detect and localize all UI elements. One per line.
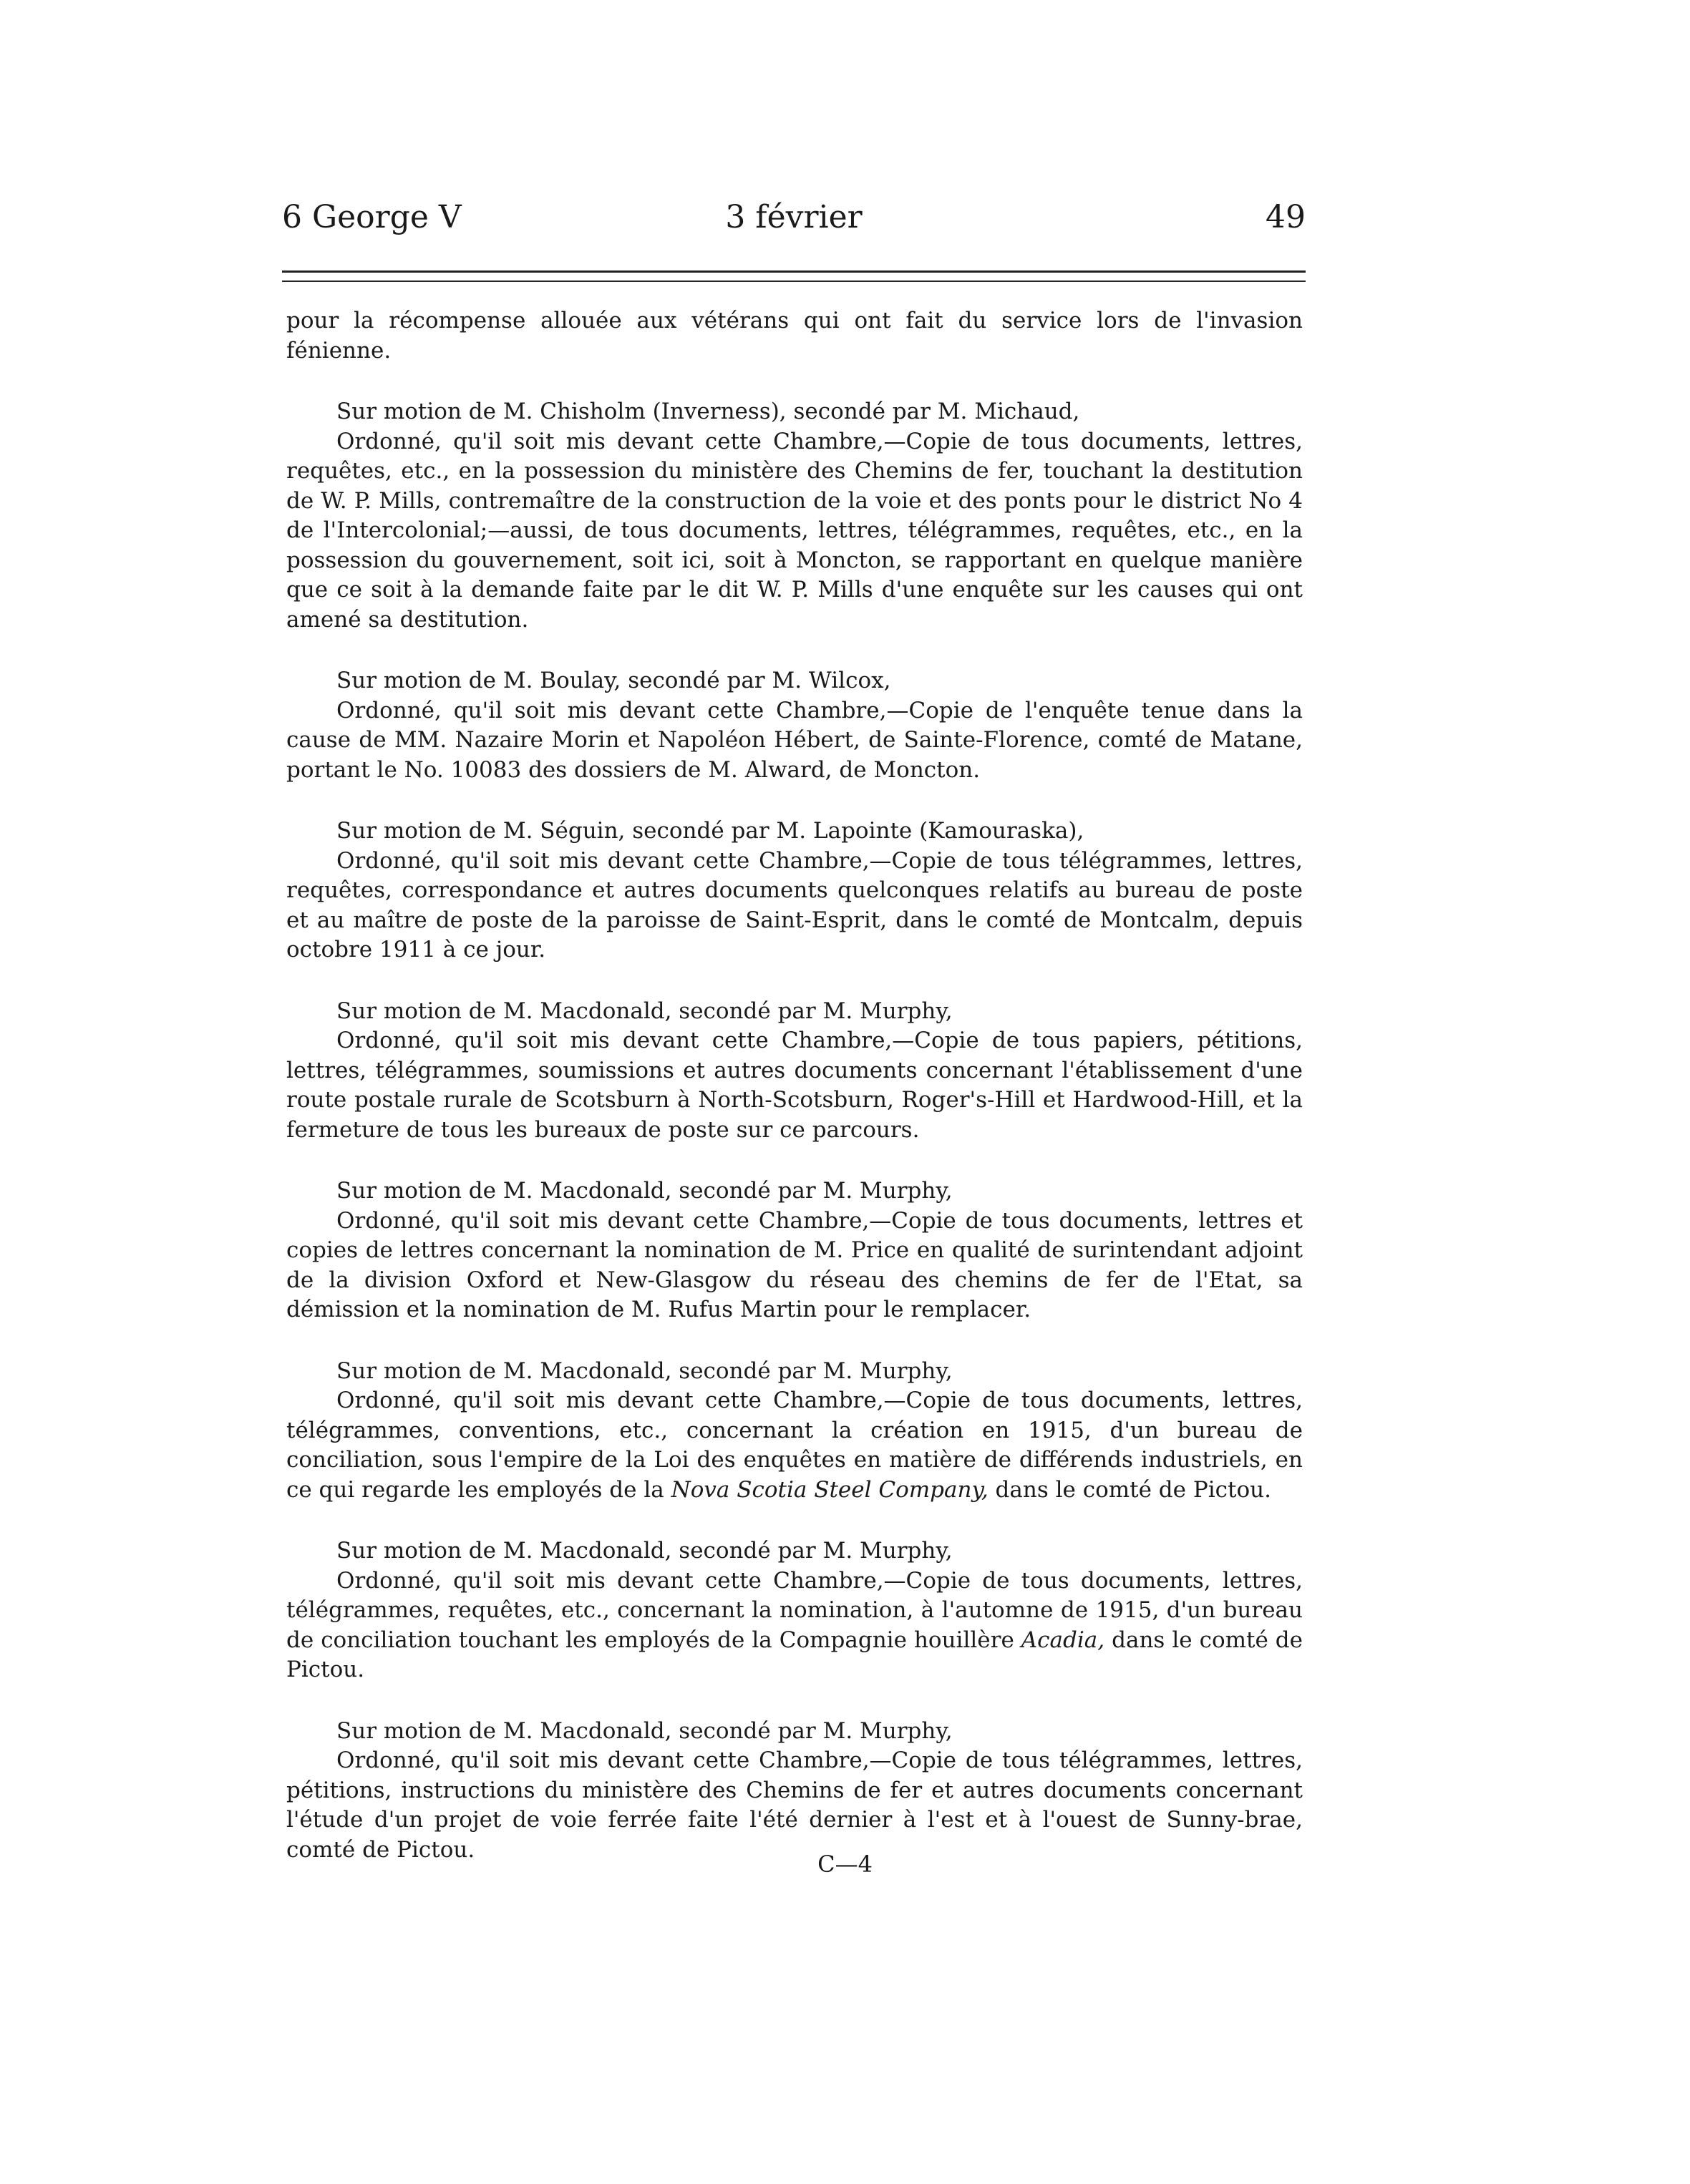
signature-mark: C—4 (817, 1851, 873, 1878)
header-rule-bottom (282, 281, 1306, 282)
motion-lead: Sur motion de M. Macdonald, secondé par M. Murphy, (336, 1178, 953, 1204)
motion-lead: Sur motion de M. Boulay, secondé par M. Wilcox, (336, 668, 891, 693)
date-label: 3 février (725, 199, 863, 235)
motion-order: Ordonné, qu'il soit mis devant cette Chambre,—Copie de tous télégrammes, lettres, pétitions, instructions du ministère des Chemins de fer et autres documents concernant l'étude d'un projet de voie ferrée faite l'été dernier à l'est et à l'ouest de Sunny-brae, comté de Pictou. (286, 1747, 1303, 1863)
page-number: 49 (1266, 199, 1306, 235)
motion-lead: Sur motion de M. Séguin, secondé par M. Lapointe (Kamouraska), (336, 818, 1084, 844)
motion-order: Ordonné, qu'il soit mis devant cette Chambre,—Copie de tous télégrammes, lettres, requêtes, correspondance et autres documents quelconques relatifs au bureau de poste et au maître de poste de la paroisse de Saint-Esprit, dans le comté de Montcalm, depuis octobre 1911 à ce jour. (286, 847, 1303, 962)
motion-lead: Sur motion de M. Macdonald, secondé par M. Murphy, (336, 998, 953, 1024)
company-name: Acadia, (1021, 1627, 1105, 1653)
company-name: Nova Scotia Steel Company, (671, 1476, 989, 1503)
motion-lead: Sur motion de M. Chisholm (Inverness), secondé par M. Michaud, (336, 399, 1080, 424)
motion-order: Ordonné, qu'il soit mis devant cette Chambre,—Copie de tous papiers, pétitions, lettres, télégrammes, soumissions et autres documents concernant l'établissement d'une route postale rurale de Scotsburn à North-Scotsburn, Roger's-Hill et Hardwood-Hill, et la fermeture de tous les bureaux de poste sur ce parcours. (286, 1028, 1303, 1143)
motion-order (286, 1386, 1303, 1505)
order-text: Ordonné, qu'il soit mis devant cette Chambre,—Copie de tous documents, lettres, télégrammes, requêtes, etc., concernant la nomination, à l'automne de 1915, d'un bureau de conciliation touchant les employés de la Compagnie houillère (286, 1567, 1303, 1653)
continuation-paragraph: pour la récompense allouée aux vétérans qui ont fait du service lors de l'invasion fénienne. (286, 308, 1303, 364)
motion-lead: Sur motion de M. Macdonald, secondé par M. Murphy, (336, 1357, 953, 1384)
order-text: Ordonné, qu'il soit mis devant cette Chambre,—Copie de tous documents, lettres, télégrammes, conventions, etc., concernant la création en 1915, d'un bureau de conciliation, sous l'empire de la Loi des enquêtes en matière de différends industriels, en ce qui regarde les employés de la (286, 1388, 1303, 1503)
order-text: dans le comté de Pictou. (286, 1627, 1303, 1682)
motion-order: Ordonné, qu'il soit mis devant cette Chambre,—Copie de tous documents, lettres, requêtes, etc., en la possession du ministère des Chemins de fer, touchant la destitution de W. P. Mills, contremaître de la construction de la voie et des ponts pour le district No 4 de l'Intercolonial;—aussi, de tous documents, lettres, télégrammes, requêtes, etc., en la possession du gouvernement, soit ici, soit à Moncton, se rapportant en quelque manière que ce soit à la demande faite par le dit W. P. Mills d'une enquête sur les causes qui ont amené sa destitution. (286, 428, 1303, 633)
motion-order (286, 1566, 1303, 1685)
header-rule-top (282, 270, 1306, 273)
reign-label: 6 George V (282, 199, 462, 235)
motion-lead: Sur motion de M. Macdonald, secondé par M. Murphy, (336, 1717, 953, 1744)
page-body (286, 306, 1303, 1865)
motion-order: Ordonné, qu'il soit mis devant cette Chambre,—Copie de l'enquête tenue dans la cause de MM. Nazaire Morin et Napoléon Hébert, de Sainte-Florence, comté de Matane, portant le No. 10083 des dossiers de M. Alward, de Moncton. (286, 697, 1303, 783)
page-header (282, 199, 1306, 249)
motion-lead: Sur motion de M. Macdonald, secondé par M. Murphy, (336, 1538, 953, 1564)
motion-order: Ordonné, qu'il soit mis devant cette Chambre,—Copie de tous documents, lettres et copies de lettres concernant la nomination de M. Price en qualité de surintendant adjoint de la division Oxford et New-Glasgow du réseau des chemins de fer de l'Etat, sa démission et la nomination de M. Rufus Martin pour le remplacer. (286, 1207, 1303, 1322)
order-text: dans le comté de Pictou. (988, 1476, 1271, 1503)
